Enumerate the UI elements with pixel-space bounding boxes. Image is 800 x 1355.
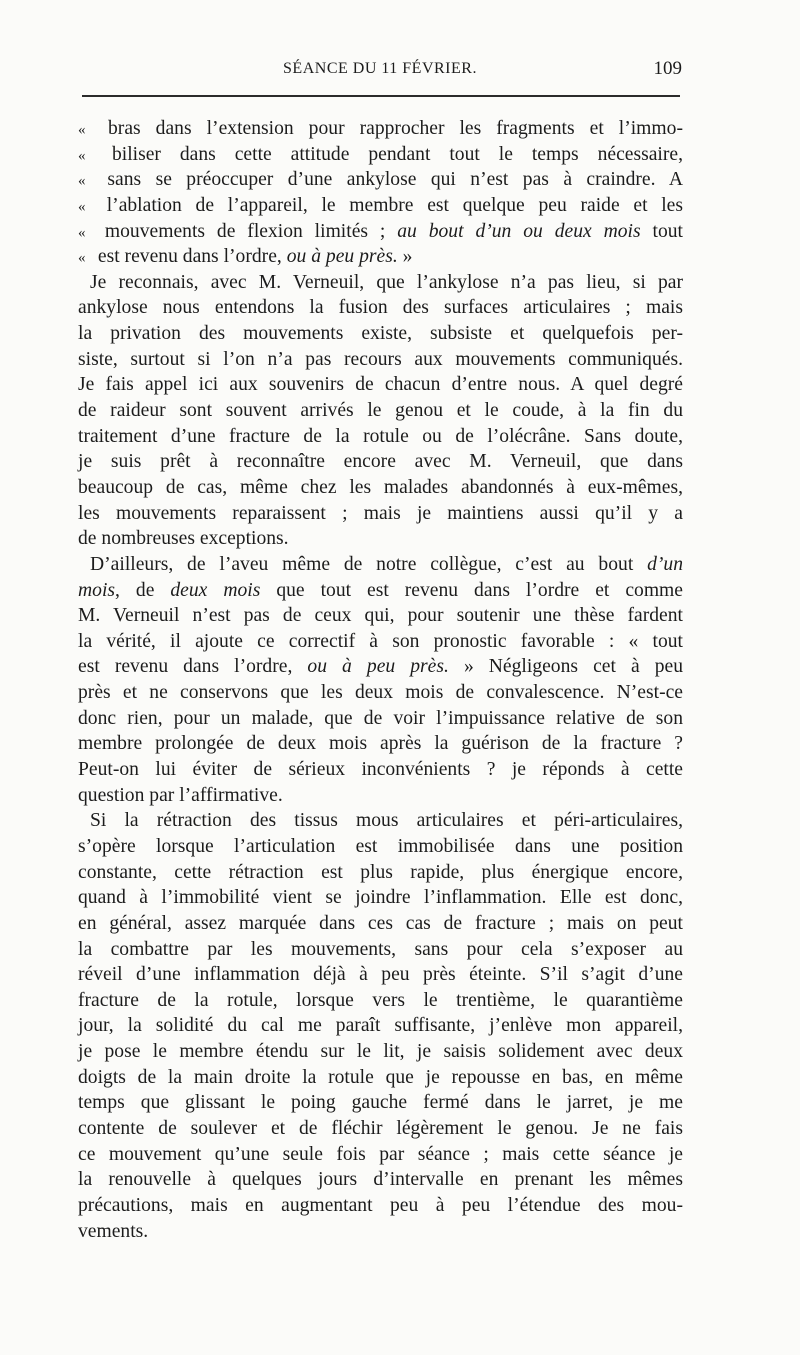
quote-mark: « — [78, 122, 86, 138]
text-run: sans se préoccuper d’une ankylose qui n’est pas à craindre. A — [93, 169, 683, 191]
text-run: je suis prêt à reconnaître encore avec M. Verneuil, que dans — [78, 451, 683, 473]
text-run: précautions, mais en augmentant peu à peu l’étendue des mou- — [78, 1194, 683, 1216]
text-line — [78, 193, 683, 219]
text-run: je pose le membre étendu sur le lit, je saisis solidement avec deux — [78, 1041, 683, 1063]
text-run: question par l’affirmative. — [78, 784, 283, 806]
text-line — [78, 1039, 683, 1065]
italic-phrase: deux mois — [170, 579, 261, 601]
text-run: en général, assez marquée dans ces cas de fracture ; mais on peut — [78, 912, 683, 934]
text-line — [78, 603, 683, 629]
text-line — [78, 962, 683, 988]
page-number: 109 — [653, 58, 682, 79]
text-line — [78, 142, 683, 168]
text-run: de nombreuses exceptions. — [78, 528, 289, 550]
text-line — [78, 578, 683, 604]
text-line — [78, 1116, 683, 1142]
text-line — [78, 706, 683, 732]
text-run: bras dans l’extension pour rapprocher les fragments et l’immo- — [93, 118, 683, 139]
text-line — [78, 911, 683, 937]
italic-phrase: au bout d’un ou deux mois — [397, 220, 641, 242]
text-line — [78, 654, 683, 680]
text-run: beaucoup de cas, même chez les malades abandonnés à eux-mêmes, — [78, 476, 683, 498]
text-run: temps que glissant le poing gauche fermé dans le jarret, je me — [78, 1092, 683, 1114]
text-run: Si la rétraction des tissus mous articulaires et péri-articulaires, — [90, 810, 683, 832]
quote-mark: « — [78, 250, 86, 267]
text-line — [78, 757, 683, 783]
text-run: tout — [640, 220, 683, 242]
text-line — [78, 808, 683, 834]
text-run: est revenu dans l’ordre, — [93, 246, 287, 268]
text-line — [78, 988, 683, 1014]
text-run: fracture de la rotule, lorsque vers le trentième, le quarantième — [78, 989, 683, 1011]
text-run: M. Verneuil n’est pas de ceux qui, pour soutenir une thèse fardent — [78, 605, 683, 627]
text-run: vements. — [78, 1220, 149, 1242]
text-run: doigts de la main droite la rotule que je repousse en bas, en même — [78, 1066, 683, 1088]
text-line — [78, 116, 683, 142]
text-line — [78, 1090, 683, 1116]
text-run: la privation des mouvements existe, subsiste et quelquefois per- — [78, 323, 683, 345]
text-line — [78, 347, 683, 373]
italic-phrase: d’un — [647, 553, 683, 575]
text-run: de raideur sont souvent arrivés le genou et le coude, à la fin du — [78, 400, 683, 422]
text-line — [78, 449, 683, 475]
text-run: D’ailleurs, de l’aveu même de notre collègue, c’est au bout — [90, 553, 648, 575]
text-run: les mouvements reparaissent ; mais je maintiens aussi qu’il y a — [78, 502, 683, 524]
text-line — [78, 860, 683, 886]
text-line — [78, 321, 683, 347]
text-line — [78, 167, 683, 193]
text-run: quand à l’immobilité vient se joindre l’inflammation. Elle est donc, — [78, 887, 683, 909]
text-line — [78, 270, 683, 296]
text-run: contente de soulever et de fléchir légèrement le genou. Je ne fais — [78, 1117, 683, 1139]
running-title: SÉANCE DU 11 FÉVRIER. — [283, 60, 477, 77]
text-line — [78, 1193, 683, 1219]
text-line — [78, 398, 683, 424]
quote-mark: « — [78, 147, 86, 164]
text-line — [78, 552, 683, 578]
text-run: Peut-on lui éviter de sérieux inconvénients ? je réponds à cette — [78, 759, 683, 781]
text-run: ankylose nous entendons la fusion des surfaces articulaires ; mais — [78, 297, 683, 319]
text-line — [78, 219, 683, 245]
text-run: l’ablation de l’appareil, le membre est quelque peu raide et les — [93, 194, 683, 216]
text-run: ce mouvement qu’une seule fois par séance ; mais cette séance je — [78, 1143, 683, 1165]
text-run: que tout est revenu dans l’ordre et comme — [260, 579, 683, 601]
text-line — [78, 783, 683, 809]
text-line — [78, 244, 683, 270]
text-line — [78, 937, 683, 963]
text-run: , de — [115, 579, 171, 601]
text-run: réveil d’une inflammation déjà à peu près éteinte. S’il s’agit d’une — [78, 964, 683, 986]
text-run: la vérité, il ajoute ce correctif à son pronostic favorable : « tout — [78, 630, 683, 652]
text-run: s’opère lorsque l’articulation est immobilisée dans une position — [78, 835, 683, 857]
text-line — [78, 1013, 683, 1039]
text-line — [78, 1065, 683, 1091]
text-run: » — [397, 246, 413, 268]
text-line — [78, 1219, 683, 1245]
quote-mark: « — [78, 173, 86, 190]
quote-mark: « — [78, 224, 86, 241]
italic-phrase: ou à peu près. — [307, 656, 449, 678]
text-line — [78, 424, 683, 450]
text-run: traitement d’une fracture de la rotule ou de l’olécrâne. Sans doute, — [78, 425, 683, 447]
italic-phrase: mois — [78, 579, 116, 601]
text-run: jour, la solidité du cal me paraît suffisante, j’enlève mon appareil, — [78, 1015, 683, 1037]
text-line — [78, 295, 683, 321]
text-run: près et ne conservons que les deux mois de convalescence. N’est-ce — [78, 682, 683, 704]
text-run: constante, cette rétraction est plus rapide, plus énergique encore, — [78, 861, 683, 883]
text-line — [78, 372, 683, 398]
text-run: siste, surtout si l’on n’a pas recours aux mouvements communiqués. — [78, 348, 683, 370]
text-run: membre prolongée de deux mois après la guérison de la fracture ? — [78, 733, 683, 755]
text-run: la combattre par les mouvements, sans pour cela s’exposer au — [78, 938, 683, 960]
text-run: mouvements de flexion limités ; — [93, 220, 398, 242]
text-line — [78, 629, 683, 655]
text-line — [78, 501, 683, 527]
text-line — [78, 834, 683, 860]
text-line — [78, 731, 683, 757]
text-run: Je fais appel ici aux souvenirs de chacun d’entre nous. A quel degré — [78, 374, 683, 396]
running-head — [78, 58, 682, 86]
text-line — [78, 885, 683, 911]
quote-mark: « — [78, 198, 86, 215]
text-line — [78, 475, 683, 501]
body-text — [78, 116, 683, 1244]
text-line — [78, 526, 683, 552]
text-line — [78, 1142, 683, 1168]
text-line — [78, 1167, 683, 1193]
italic-phrase: ou à peu près. — [286, 246, 398, 268]
text-run: est revenu dans l’ordre, — [78, 656, 308, 678]
text-run: donc rien, pour un malade, que de voir l’impuissance relative de son — [78, 707, 683, 729]
text-run: biliser dans cette attitude pendant tout le temps nécessaire, — [93, 143, 683, 165]
text-run: » Négligeons cet à peu — [448, 656, 684, 678]
text-run: Je reconnais, avec M. Verneuil, que l’ankylose n’a pas lieu, si par — [90, 271, 683, 293]
text-run: la renouvelle à quelques jours d’intervalle en prenant les mêmes — [78, 1169, 683, 1191]
header-rule — [82, 95, 680, 97]
text-line — [78, 680, 683, 706]
